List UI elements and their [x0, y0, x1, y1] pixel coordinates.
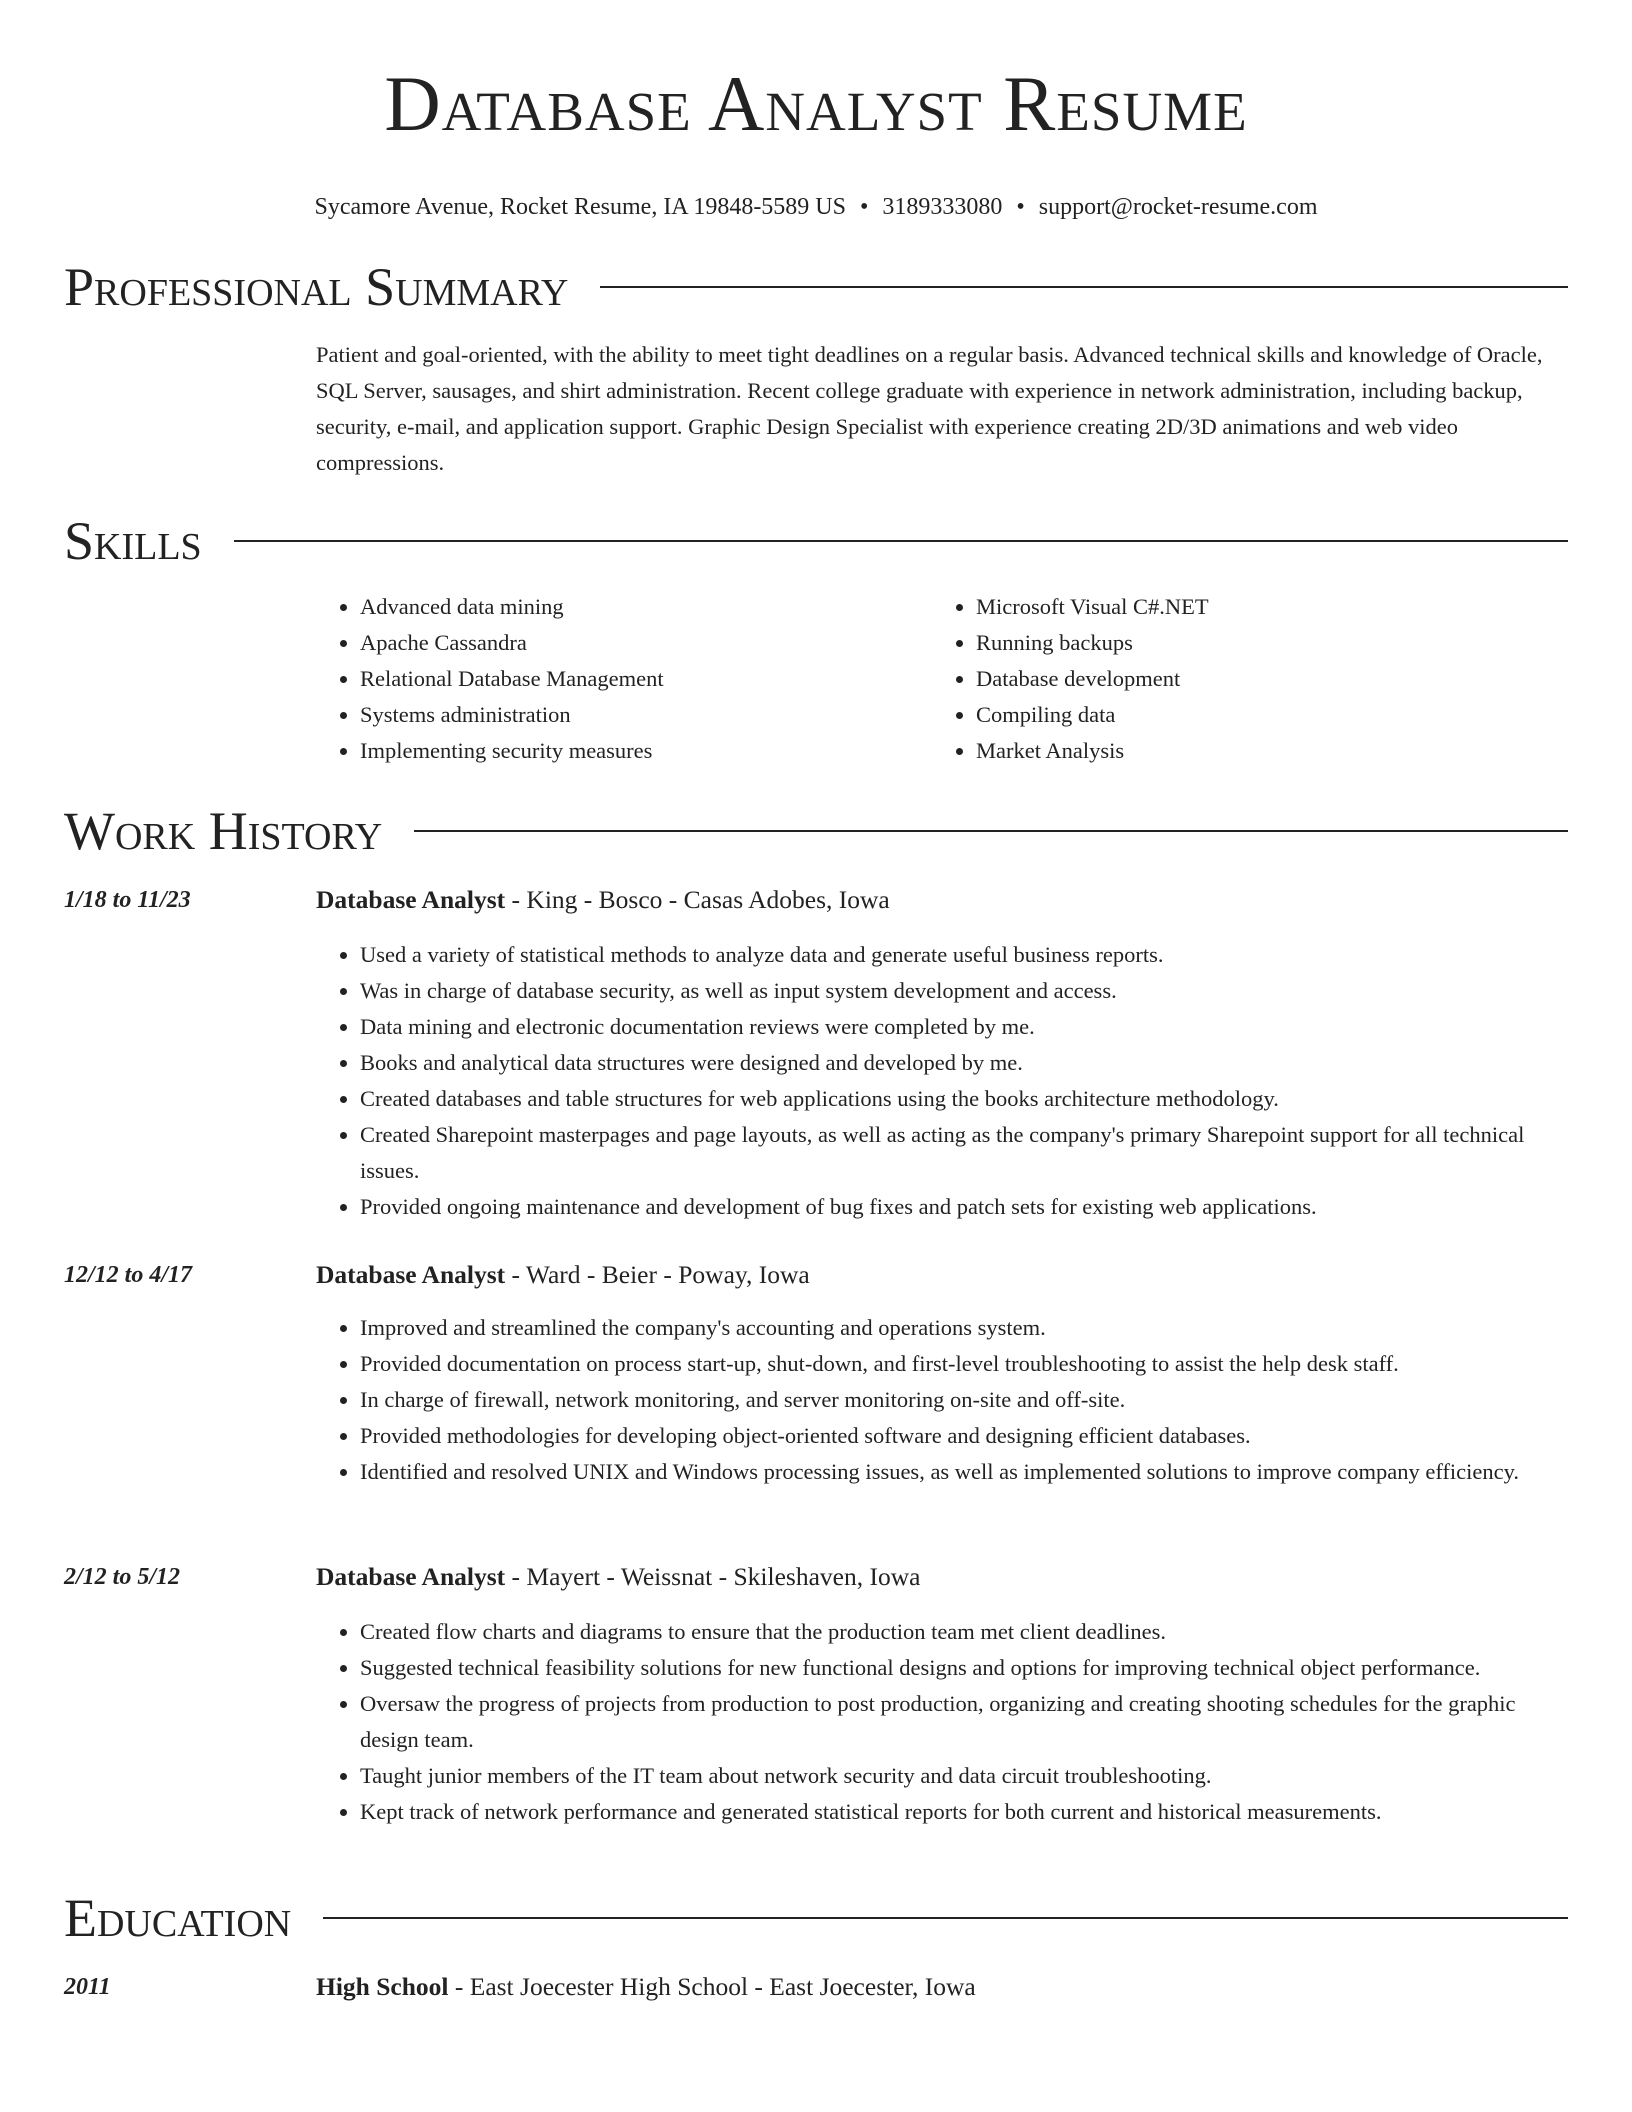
- job-bullet: • Data mining and electronic documentation reviews were completed by me.: [360, 1009, 1568, 1045]
- job-title: Database Analyst: [316, 1260, 506, 1289]
- job-bullet: • In charge of firewall, network monitoring, and server monitoring on-site and off-site.: [360, 1382, 1568, 1418]
- contact-address: Sycamore Avenue, Rocket Resume, IA 19848-5589 US: [314, 194, 846, 220]
- section-divider: [323, 1917, 1568, 1919]
- skill-item: • Running backups: [976, 625, 1492, 661]
- bullet-list: [316, 1310, 1568, 1490]
- education-year: 2011: [64, 1974, 111, 2000]
- job-bullets: [316, 937, 1568, 1225]
- bullet-list: [316, 1614, 1568, 1830]
- job-bullet: • Identified and resolved UNIX and Windows processing issues, as well as implemented solutions to improve company efficiency.: [360, 1454, 1568, 1490]
- job-bullet: • Provided documentation on process start-up, shut-down, and first-level troubleshooting to assist the help desk staff.: [360, 1346, 1568, 1382]
- job-bullet: • Oversaw the progress of projects from production to post production, organizing and creating shooting schedules for the graphic design team.: [360, 1686, 1568, 1758]
- skill-item: • Advanced data mining: [360, 589, 876, 625]
- contact-email: support@rocket-resume.com: [1038, 194, 1318, 220]
- job-dates: 2/12 to 5/12: [64, 1564, 181, 1590]
- job-bullet: • Kept track of network performance and generated statistical reports for both current and historical measurements.: [360, 1794, 1568, 1830]
- section-title-summary: Professional Summary: [64, 257, 569, 317]
- job-bullet: • Created databases and table structures for web applications using the books architecture methodology.: [360, 1081, 1568, 1117]
- job-bullet: • Created flow charts and diagrams to ensure that the production team met client deadlines.: [360, 1614, 1568, 1650]
- job-bullet: • Improved and streamlined the company's accounting and operations system.: [360, 1310, 1568, 1346]
- job-bullets: [316, 1614, 1568, 1830]
- education-details: - East Joecester High School - East Joecester, Iowa: [448, 1972, 976, 2001]
- section-divider: [234, 540, 1568, 542]
- skills-list: [932, 589, 1492, 769]
- skill-item: • Systems administration: [360, 697, 876, 733]
- bullet-list: [316, 937, 1568, 1225]
- skill-item: • Database development: [976, 661, 1492, 697]
- education-degree: High School: [316, 1972, 449, 2001]
- skill-item: • Relational Database Management: [360, 661, 876, 697]
- skills-column-left: [316, 589, 876, 769]
- section-divider: [600, 286, 1568, 288]
- job-bullet: • Books and analytical data structures were designed and developed by me.: [360, 1045, 1568, 1081]
- section-header-skills: [64, 511, 1568, 571]
- section-title-education: Education: [64, 1888, 292, 1948]
- skill-item: • Implementing security measures: [360, 733, 876, 769]
- job-bullet: • Was in charge of database security, as well as input system development and access.: [360, 973, 1568, 1009]
- job-bullet: • Used a variety of statistical methods to analyze data and generate useful business reports.: [360, 937, 1568, 973]
- section-title-skills: Skills: [64, 511, 202, 571]
- skill-item: • Microsoft Visual C#.NET: [976, 589, 1492, 625]
- contact-separator: •: [1016, 194, 1025, 220]
- job-dates: 12/12 to 4/17: [64, 1262, 193, 1288]
- job-title: Database Analyst: [316, 1562, 506, 1591]
- job-bullet: • Created Sharepoint masterpages and page layouts, as well as acting as the company's primary Sharepoint support for all technical issues.: [360, 1117, 1568, 1189]
- document-title: Database Analyst Resume: [384, 60, 1248, 147]
- job-bullet: • Suggested technical feasibility solutions for new functional designs and options for improving technical object performance.: [360, 1650, 1568, 1686]
- skill-item: • Market Analysis: [976, 733, 1492, 769]
- job-heading: [316, 1259, 810, 1291]
- skills-list: [316, 589, 876, 769]
- contact-separator: •: [859, 194, 869, 220]
- job-bullets: [316, 1310, 1568, 1490]
- section-divider: [414, 830, 1568, 832]
- summary-text: Patient and goal-oriented, with the ability to meet tight deadlines on a regular basis. Advanced technical skills and knowledge of Oracle, SQL Server, sausages, and shirt administration. Recent college graduate with experience in network administration, including backup, security, e-mail, and application support. Graphic Design Specialist with experience creating 2D/3D animations and web video compressions.: [316, 342, 1543, 475]
- job-details: - Mayert - Weissnat - Skileshaven, Iowa: [505, 1562, 921, 1591]
- job-heading: [316, 884, 890, 916]
- job-dates: 1/18 to 11/23: [64, 887, 191, 913]
- section-header-education: [64, 1888, 1568, 1948]
- job-bullet: • Taught junior members of the IT team about network security and data circuit troubleshooting.: [360, 1758, 1568, 1794]
- skills-column-right: [932, 589, 1492, 769]
- job-details: - Ward - Beier - Poway, Iowa: [505, 1260, 810, 1289]
- skill-item: • Apache Cassandra: [360, 625, 876, 661]
- job-title: Database Analyst: [316, 885, 506, 914]
- job-heading: [316, 1561, 920, 1593]
- section-header-summary: [64, 257, 1568, 317]
- job-bullet: • Provided methodologies for developing object-oriented software and designing efficient databases.: [360, 1418, 1568, 1454]
- contact-line: [0, 192, 1632, 222]
- job-bullet: • Provided ongoing maintenance and development of bug fixes and patch sets for existing web applications.: [360, 1189, 1568, 1225]
- contact-phone: 3189333080: [882, 194, 1003, 220]
- education-heading: [316, 1971, 976, 2003]
- job-details: - King - Bosco - Casas Adobes, Iowa: [505, 885, 890, 914]
- section-header-work-history: [64, 801, 1568, 861]
- section-title-work-history: Work History: [64, 801, 383, 861]
- skill-item: • Compiling data: [976, 697, 1492, 733]
